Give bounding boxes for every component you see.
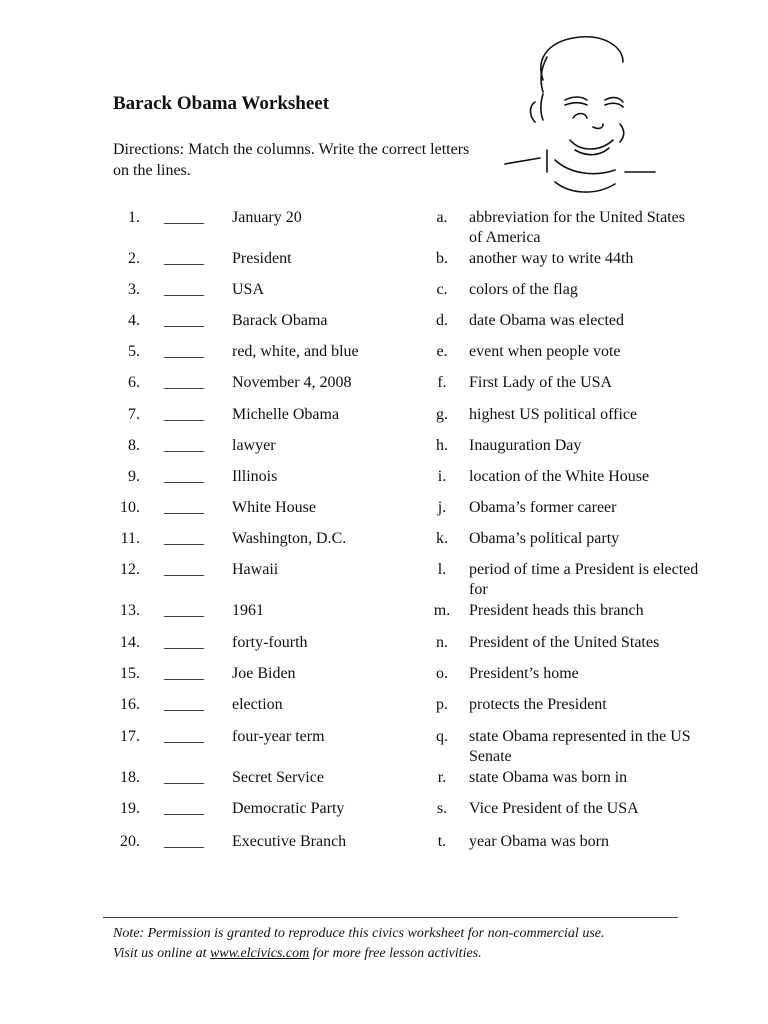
definition-letter: k. [436, 530, 448, 547]
term-text: lawyer [232, 437, 276, 454]
definition-letter: j. [437, 499, 447, 516]
item-number: 3. [128, 281, 140, 298]
worksheet-title: Barack Obama Worksheet [113, 93, 330, 114]
definition-text: protects the President [469, 696, 607, 713]
term-text: Executive Branch [232, 833, 347, 850]
term-text: White House [232, 499, 316, 516]
term-text: four-year term [232, 728, 325, 745]
term-text: Washington, D.C. [232, 530, 347, 547]
answer-blank[interactable]: _____ [164, 530, 204, 547]
answer-blank[interactable]: _____ [164, 602, 204, 619]
item-number: 7. [128, 406, 140, 423]
note-line-2 [113, 944, 713, 964]
directions-text: Directions: Match the columns. Write the correct letters on the lines. [113, 141, 470, 179]
term-text: President [232, 250, 292, 267]
answer-blank[interactable]: _____ [164, 406, 204, 423]
definition-letter: d. [436, 312, 448, 329]
obama-portrait-sketch [495, 32, 670, 207]
item-number: 16. [120, 696, 140, 713]
term-text: Democratic Party [232, 800, 345, 817]
definition-letter: s. [436, 800, 448, 817]
definition-letter: e. [436, 343, 448, 360]
definition-letter: b. [436, 250, 448, 267]
term-text: Joe Biden [232, 665, 296, 682]
definition-text: event when people vote [469, 343, 621, 360]
definition-text: Vice President of the USA [469, 800, 639, 817]
term-text: election [232, 696, 283, 713]
answer-blank[interactable]: _____ [164, 769, 204, 786]
answer-blank[interactable]: _____ [164, 312, 204, 329]
definition-letter: o. [436, 665, 448, 682]
item-number: 5. [128, 343, 140, 360]
term-text: November 4, 2008 [232, 374, 352, 391]
note-suffix: for more free lesson activities. [309, 946, 482, 961]
item-number: 11. [120, 530, 140, 547]
definition-letter: p. [436, 696, 448, 713]
answer-blank[interactable]: _____ [164, 728, 204, 745]
term-text: Hawaii [232, 561, 279, 578]
term-text: Secret Service [232, 769, 324, 786]
answer-blank[interactable]: _____ [164, 343, 204, 360]
term-text: red, white, and blue [232, 343, 359, 360]
definition-text: period of time a President is elected for [469, 561, 699, 598]
answer-blank[interactable]: _____ [164, 696, 204, 713]
website-link[interactable]: www.elcivics.com [209, 946, 310, 961]
note-divider [103, 917, 678, 918]
item-number: 20. [120, 833, 140, 850]
definition-letter: f. [437, 374, 447, 391]
item-number: 13. [120, 602, 140, 619]
definition-text: highest US political office [469, 406, 638, 423]
answer-blank[interactable]: _____ [164, 250, 204, 267]
answer-blank[interactable]: _____ [164, 634, 204, 651]
definition-letter: c. [436, 281, 448, 298]
definition-text: another way to write 44th [469, 250, 634, 267]
term-text: forty-fourth [232, 634, 308, 651]
definition-text: Obama’s political party [469, 530, 620, 547]
answer-blank[interactable]: _____ [164, 561, 204, 578]
item-number: 2. [128, 250, 140, 267]
answer-blank[interactable]: _____ [164, 833, 204, 850]
definition-text: President of the United States [469, 634, 660, 651]
definition-text: state Obama represented in the US Senate [469, 728, 691, 765]
definition-text: President’s home [469, 665, 579, 682]
answer-blank[interactable]: _____ [164, 468, 204, 485]
definition-text: First Lady of the USA [469, 374, 613, 391]
definition-text: abbreviation for the United States of America [469, 209, 685, 246]
item-number: 19. [120, 800, 140, 817]
item-number: 4. [128, 312, 140, 329]
term-text: Michelle Obama [232, 406, 340, 423]
term-text: Illinois [232, 468, 278, 485]
term-text: Barack Obama [232, 312, 328, 329]
item-number: 9. [128, 468, 140, 485]
term-text: USA [232, 281, 265, 298]
answer-blank[interactable]: _____ [164, 209, 204, 226]
definition-letter: m. [433, 602, 451, 619]
answer-blank[interactable]: _____ [164, 374, 204, 391]
definition-letter: r. [437, 769, 447, 786]
definition-letter: q. [436, 728, 448, 745]
answer-blank[interactable]: _____ [164, 800, 204, 817]
definition-text: Inauguration Day [469, 437, 582, 454]
definition-letter: g. [436, 406, 448, 423]
answer-blank[interactable]: _____ [164, 499, 204, 516]
definition-text: date Obama was elected [469, 312, 625, 329]
definition-letter: l. [437, 561, 447, 578]
term-text: 1961 [232, 602, 264, 619]
definition-text: colors of the flag [469, 281, 578, 298]
definition-letter: h. [436, 437, 448, 454]
answer-blank[interactable]: _____ [164, 281, 204, 298]
definition-letter: n. [436, 634, 448, 651]
answer-blank[interactable]: _____ [164, 665, 204, 682]
definition-text: location of the White House [469, 468, 650, 485]
definition-text: year Obama was born [469, 833, 609, 850]
definition-text: state Obama was born in [469, 769, 628, 786]
item-number: 15. [120, 665, 140, 682]
definition-letter: t. [437, 833, 447, 850]
answer-blank[interactable]: _____ [164, 437, 204, 454]
note-line-1: Note: Permission is granted to reproduce this civics worksheet for non-commercial use. [113, 926, 605, 941]
note-prefix: Visit us online at [113, 946, 210, 961]
definition-letter: i. [437, 468, 447, 485]
item-number: 6. [128, 374, 140, 391]
item-number: 12. [120, 561, 140, 578]
permission-note [113, 924, 713, 964]
item-number: 8. [128, 437, 140, 454]
item-number: 14. [120, 634, 140, 651]
definition-text: President heads this branch [469, 602, 644, 619]
item-number: 1. [128, 209, 140, 226]
definition-letter: a. [436, 209, 448, 226]
item-number: 17. [120, 728, 140, 745]
term-text: January 20 [232, 209, 302, 226]
item-number: 18. [120, 769, 140, 786]
item-number: 10. [120, 499, 140, 516]
definition-text: Obama’s former career [469, 499, 617, 516]
